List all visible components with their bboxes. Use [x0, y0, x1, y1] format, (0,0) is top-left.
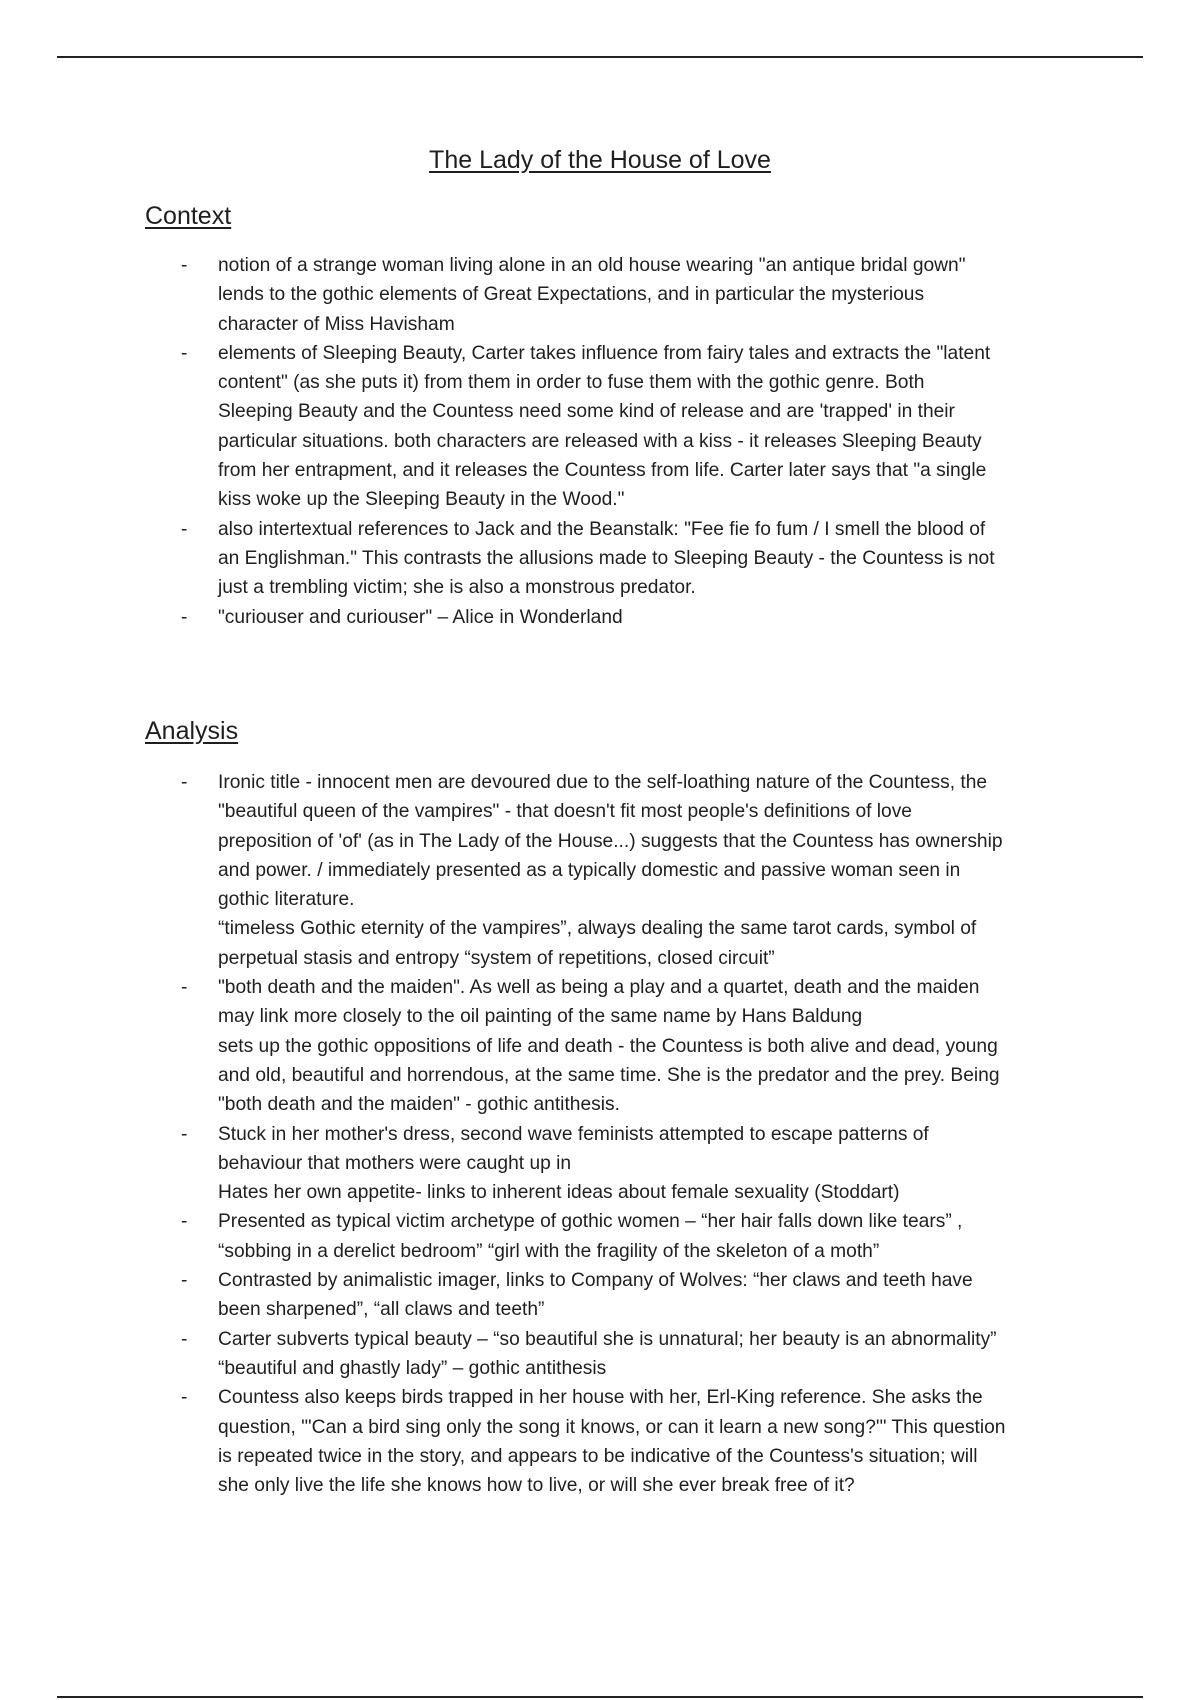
text-line: gothic literature.: [218, 889, 355, 911]
text-line: Contrasted by animalistic imager, links to Company of Wolves: “her claws and teeth have: [218, 1270, 973, 1292]
text-line: and power. / immediately presented as a typically domestic and passive woman seen in: [218, 859, 961, 881]
document-title: The Lady of the House of Love: [429, 146, 771, 174]
bullet-dash: -: [181, 606, 188, 628]
list-item: [145, 1383, 1048, 1500]
text-line: "curiouser and curiouser" – Alice in Wonderland: [218, 606, 623, 628]
text-line: perpetual stasis and entropy “system of repetitions, closed circuit”: [218, 947, 775, 969]
text-line: Sleeping Beauty and the Countess need some kind of release and are 'trapped' in their: [218, 401, 955, 423]
text-line: character of Miss Havisham: [218, 313, 455, 335]
text-line: notion of a strange woman living alone in an old house wearing "an antique bridal gown": [218, 255, 966, 276]
text-line: been sharpened”, “all claws and teeth”: [218, 1299, 545, 1321]
text-line: Stuck in her mother's dress, second wave feminists attempted to escape patterns of: [218, 1123, 929, 1145]
list-item: [145, 973, 1048, 1119]
text-line: sets up the gothic oppositions of life and death - the Countess is both alive and dead, young: [218, 1035, 998, 1057]
text-line: Countess also keeps birds trapped in her house with her, Erl-King reference. She asks the: [218, 1387, 983, 1409]
list-item: [145, 768, 1048, 973]
text-line: just a trembling victim; she is also a monstrous predator.: [218, 577, 696, 599]
bullet-dash: -: [181, 977, 188, 999]
text-line: "beautiful queen of the vampires" - that doesn't fit most people's definitions of love: [218, 801, 912, 823]
bullet-dash: -: [181, 1387, 188, 1409]
text-line: “timeless Gothic eternity of the vampires”, always dealing the same tarot cards, symbol of: [218, 918, 977, 940]
text-line: "both death and the maiden" - gothic antithesis.: [218, 1094, 620, 1116]
text-line: Ironic title - innocent men are devoured due to the self-loathing nature of the Countess, the: [218, 772, 988, 793]
text-line: from her entrapment, and it releases the Countess from life. Carter later says that "a single: [218, 460, 987, 482]
text-line: preposition of 'of' (as in The Lady of the House...) suggests that the Countess has ownership: [218, 830, 1003, 852]
bullet-dash: -: [181, 342, 188, 364]
text-line: may link more closely to the oil painting of the same name by Hans Baldung: [218, 1006, 863, 1028]
text-line: question, "'Can a bird sing only the song it knows, or can it learn a new song?'" This question: [218, 1416, 1006, 1438]
list-item: [145, 251, 1048, 339]
text-line: lends to the gothic elements of Great Expectations, and in particular the mysterious: [218, 284, 925, 306]
list-item: [145, 603, 1048, 632]
context-heading: Context: [145, 202, 232, 230]
analysis-heading: Analysis: [145, 717, 239, 745]
list-item: [145, 1120, 1048, 1208]
bullet-dash: -: [181, 1328, 188, 1350]
bullet-dash: -: [181, 518, 188, 540]
header-rule: [57, 56, 1143, 58]
text-line: “sobbing in a derelict bedroom” “girl with the fragility of the skeleton of a moth”: [218, 1240, 880, 1262]
text-line: Hates her own appetite- links to inherent ideas about female sexuality (Stoddart): [218, 1182, 900, 1204]
bullet-dash: -: [181, 255, 188, 276]
text-line: elements of Sleeping Beauty, Carter takes influence from fairy tales and extracts the "latent: [218, 342, 991, 364]
context-bullet-list: [145, 251, 1145, 632]
bullet-dash: -: [181, 772, 188, 793]
list-item: [145, 339, 1048, 515]
bullet-dash: -: [181, 1270, 188, 1292]
list-item: [145, 1266, 1048, 1325]
text-line: content" (as she puts it) from them in order to fuse them with the gothic genre. Both: [218, 372, 925, 394]
bullet-dash: -: [181, 1123, 188, 1145]
text-line: Carter subverts typical beauty – “so beautiful she is unnatural; her beauty is an abnormality”: [218, 1328, 997, 1350]
text-line: kiss woke up the Sleeping Beauty in the Wood.": [218, 489, 625, 511]
text-line: "both death and the maiden". As well as being a play and a quartet, death and the maiden: [218, 977, 980, 999]
text-line: Presented as typical victim archetype of gothic women – “her hair falls down like tears” ,: [218, 1211, 963, 1233]
list-item: [145, 1325, 1048, 1384]
list-item: [145, 515, 1048, 603]
analysis-bullet-list: [145, 768, 1145, 1500]
text-line: particular situations. both characters are released with a kiss - it releases Sleeping Beauty: [218, 430, 982, 452]
text-line: “beautiful and ghastly lady” – gothic antithesis: [218, 1357, 607, 1379]
text-line: and old, beautiful and horrendous, at the same time. She is the predator and the prey. Being: [218, 1064, 1000, 1086]
text-line: an Englishman." This contrasts the allusions made to Sleeping Beauty - the Countess is not: [218, 547, 995, 569]
footer-rule: [57, 1696, 1143, 1698]
text-line: also intertextual references to Jack and the Beanstalk: "Fee fie fo fum / I smell the blood of: [218, 518, 986, 540]
text-line: she only live the life she knows how to live, or will she ever break free of it?: [218, 1475, 855, 1497]
text-line: behaviour that mothers were caught up in: [218, 1152, 572, 1174]
list-item: [145, 1207, 1048, 1266]
bullet-dash: -: [181, 1211, 188, 1233]
text-line: is repeated twice in the story, and appears to be indicative of the Countess's situation; will: [218, 1445, 978, 1467]
